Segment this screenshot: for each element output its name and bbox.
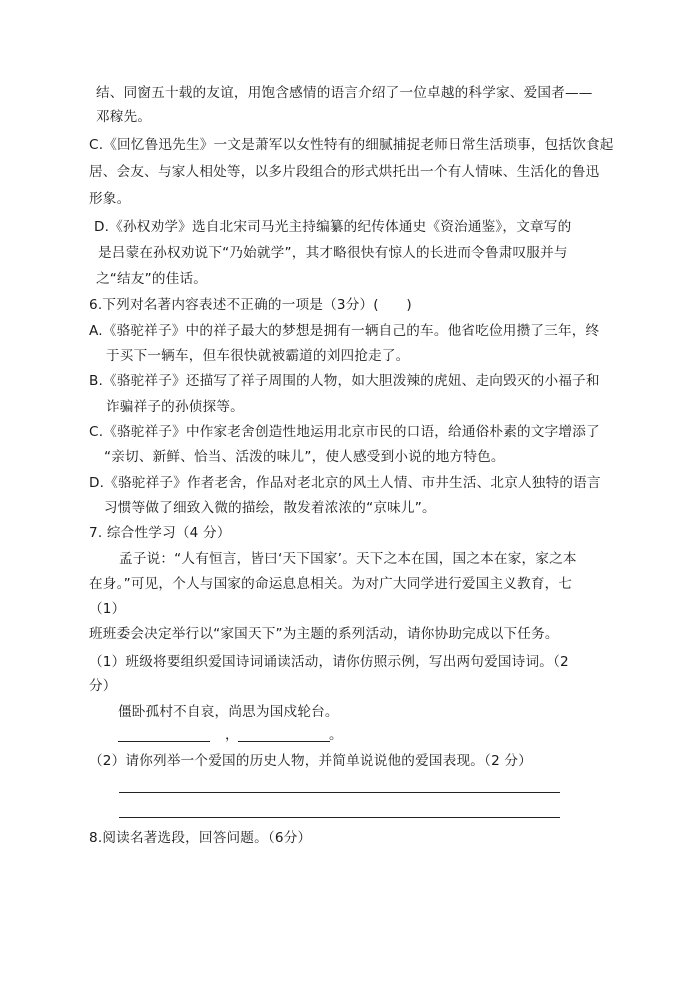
question-7-task-2: （2）请你列举一个爱国的历史人物，并简单说说他的爱国表现。（2 分） [89, 753, 533, 769]
text-line: 结、同窗五十载的友谊，用饱含感情的语言介绍了一位卓越的科学家、爱国者—— [96, 85, 593, 101]
text-line: 班班委会决定举行以“家国天下”为主题的系列活动，请你协助完成以下任务。 [89, 626, 559, 642]
option-c-intro: C.《回忆鲁迅先生》一文是萧军以女性特有的细腻捕捉老师日常生活琐事，包括饮食起 [89, 137, 614, 153]
question-6-stem: 6.下列对名著内容表述不正确的一项是（3分）( ) [89, 297, 412, 313]
question-6-option-b: B.《骆驼祥子》还描写了祥子周围的人物，如大胆泼辣的虎妞、走向毁灭的小福子和 [89, 373, 600, 389]
text-line: 形象。 [89, 191, 131, 207]
answer-blank[interactable] [238, 741, 330, 742]
option-d-intro: D.《孙权劝学》选自北宋司马光主持编纂的纪传体通史《资治通鉴》，文章写的 [94, 219, 572, 235]
text-line: “亲切、新鲜、恰当、活泼的味儿”，使人感受到小说的地方特色。 [104, 449, 505, 465]
text-line: 邓稼先。 [96, 109, 152, 125]
answer-line[interactable] [119, 817, 560, 818]
text-line: 于买下一辆车，但车很快就被霸道的刘四抢走了。 [106, 348, 410, 364]
blank-period: 。 [329, 727, 343, 743]
answer-line[interactable] [119, 792, 560, 793]
text-line: 习惯等做了细致入微的描绘，散发着浓浓的“京味儿”。 [104, 500, 436, 516]
answer-blank[interactable] [118, 741, 210, 742]
question-7-title: 7. 综合性学习（4 分） [89, 525, 231, 541]
text-line: 诈骗祥子的孙侦探等。 [106, 399, 244, 415]
blank-comma: ， [225, 727, 239, 743]
question-6-option-a: A.《骆驼祥子》中的祥子最大的梦想是拥有一辆自己的车。他省吃俭用攒了三年，终 [89, 323, 600, 339]
text-line: （1） [89, 601, 126, 617]
text-line: 是吕蒙在孙权劝说下“乃始就学”，其才略很快有惊人的长进而令鲁肃叹服并与 [98, 245, 568, 261]
text-line: 分） [89, 678, 117, 694]
text-line: 在身。”可见，个人与国家的命运息息相关。为对广大同学进行爱国主义教育，七 [89, 576, 573, 592]
text-line: 居、会友、与家人相处等，以多片段组合的形式烘托出一个有人情味、生活化的鲁迅 [89, 164, 600, 180]
question-6-option-c: C.《骆驼祥子》中作家老舍创造性地运用北京市民的口语，给通俗朴素的文字增添了 [89, 424, 600, 440]
question-8-stem: 8.阅读名著选段，回答问题。（6分） [89, 830, 312, 846]
text-line: 之“结友”的佳话。 [96, 271, 208, 287]
question-7-task-1: （1）班级将要组织爱国诗词诵读活动，请你仿照示例，写出两句爱国诗词。（2 [89, 654, 569, 670]
text-line: 孟子说：“人有恒言，皆曰‘天下国家’。天下之本在国，国之本在家，家之本 [119, 551, 577, 567]
example-poem: 僵卧孤村不自哀，尚思为国戍轮台。 [118, 704, 339, 720]
question-6-option-d: D.《骆驼祥子》作者老舍，作品对老北京的风土人情、市井生活、北京人独特的语言 [89, 475, 601, 491]
